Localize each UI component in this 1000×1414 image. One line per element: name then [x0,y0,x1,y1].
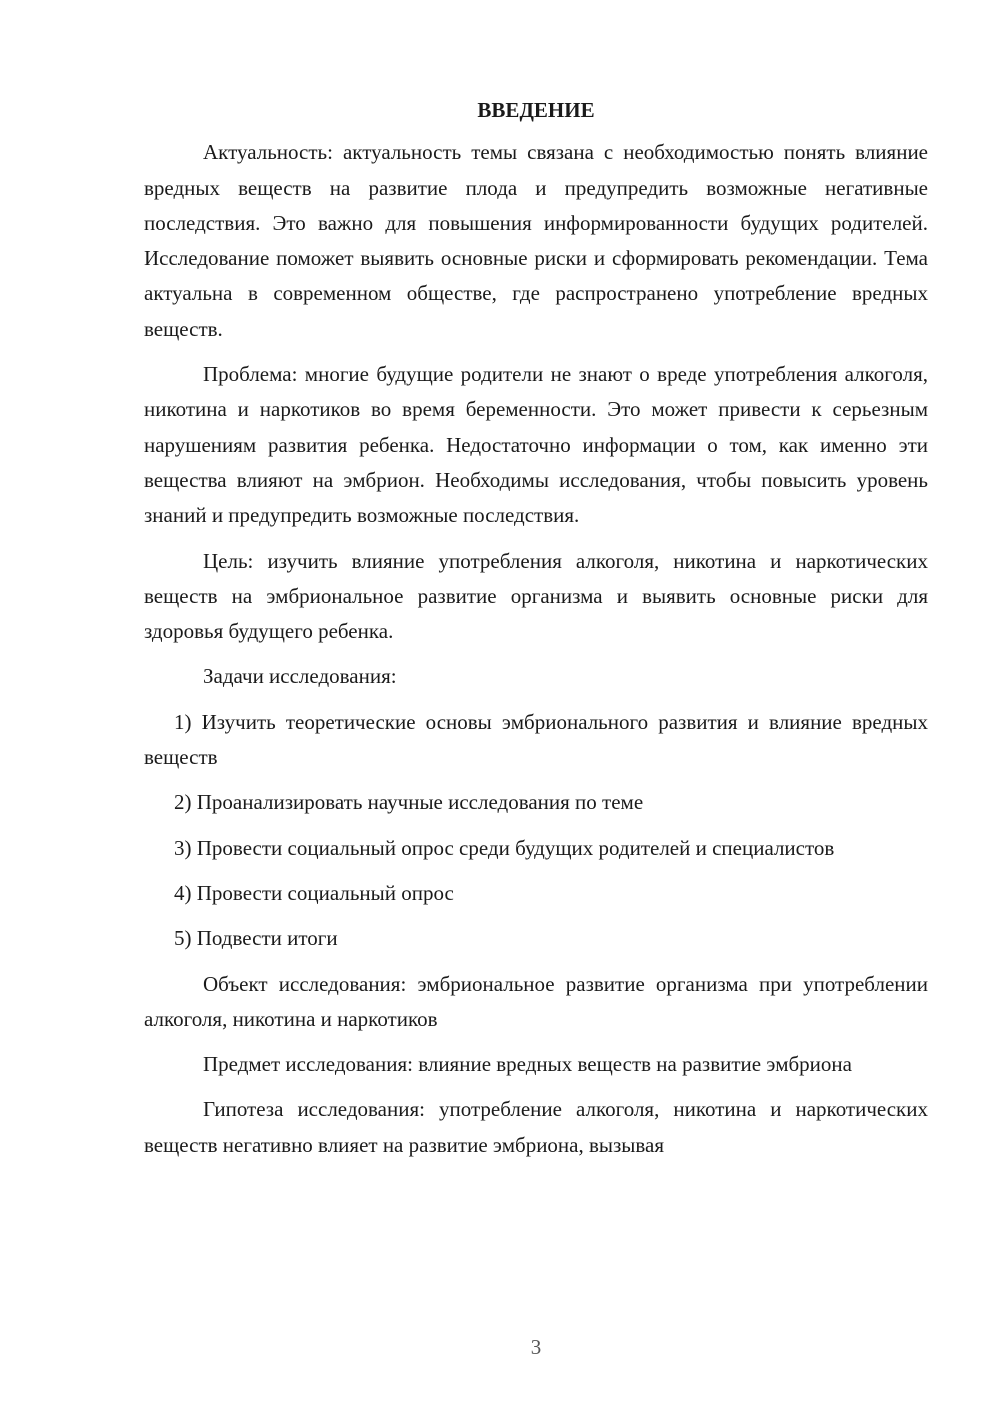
paragraph-tasks-heading: Задачи исследования: [203,664,397,689]
task-item-2: 2) Проанализировать научные исследования по теме [174,790,644,815]
paragraph-subject: Предмет исследования: влияние вредных веществ на развитие эмбриона [203,1052,852,1077]
task-item-5: 5) Подвести итоги [174,926,338,951]
page-title: ВВЕДЕНИЕ [477,98,595,122]
task-item-3: 3) Провести социальный опрос среди будущих родителей и специалистов [174,835,835,860]
paragraph-problem: Проблема: многие будущие родители не знают о вреде употребления алкоголя, никотина и наркотиков во время беременности. Это может привести к серьезным нарушениям развития ребенка. Недостаточно информации о том, как именно эти вещества влияют на эмбрион. Необходимы исследования, чтобы повысить уровень знаний и предупредить возможные последствия. [144,362,928,528]
page-number: 3 [530,1335,542,1359]
paragraph-hypothesis: Гипотеза исследования: употребление алкоголя, никотина и наркотических веществ негативно влияет на развитие эмбриона, вызывая [144,1097,928,1157]
paragraph-object: Объект исследования: эмбриональное развитие организма при употреблении алкоголя, никотина и наркотиков [144,971,928,1031]
task-item-4: 4) Провести социальный опрос [174,880,454,905]
page-content [144,93,928,1163]
paragraph-goal: Цель: изучить влияние употребления алкоголя, никотина и наркотических веществ на эмбриональное развитие организма и выявить основные риски для здоровья будущего ребенка. [144,548,928,644]
task-item-1: 1) Изучить теоретические основы эмбрионального развития и влияние вредных веществ [144,709,928,770]
paragraph-relevance: Актуальность: актуальность темы связана с необходимостью понять влияние вредных веществ на развитие плода и предупредить возможные негативные последствия. Это важно для повышения информированности будущих родителей. Исследование поможет выявить основные риски и сформировать рекомендации. Тема актуальна в современном обществе, где распространено употребление вредных веществ. [144,140,928,341]
